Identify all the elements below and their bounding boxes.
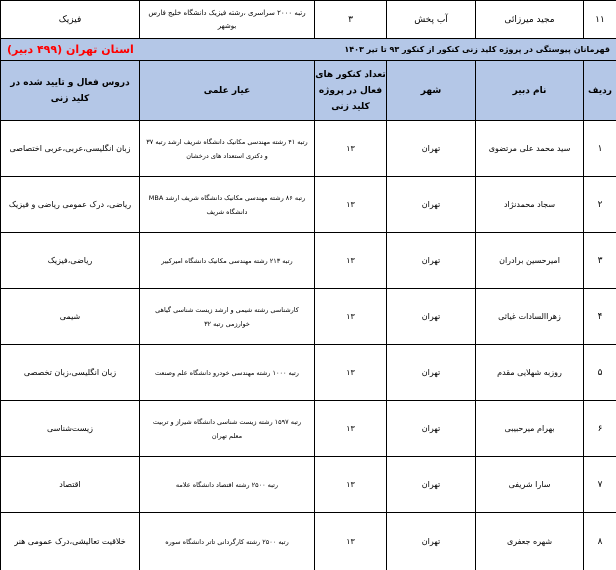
header-row <box>1 61 616 121</box>
teacher-name-cell[interactable]: امیرحسین برادران <box>476 233 584 289</box>
courses-cell[interactable]: زیست‌شناسی <box>1 401 140 457</box>
row-index-cell[interactable]: ۵ <box>584 345 616 401</box>
academic-rank-cell[interactable]: رتبه ۲۰۰۰ سراسری ،رشته فیزیک دانشگاه خلیج فارس بوشهر <box>140 1 315 39</box>
exam-count-cell[interactable]: ۱۳ <box>315 401 387 457</box>
province-label: استان تهران (۴۹۹ دبیر) <box>7 43 134 56</box>
teacher-name-cell[interactable]: مجید میرزائی <box>476 1 584 39</box>
exam-count-cell[interactable]: ۱۳ <box>315 177 387 233</box>
teacher-name-cell[interactable]: زهراالسادات غیاثی <box>476 289 584 345</box>
city-cell[interactable]: تهران <box>387 177 476 233</box>
row-index-cell[interactable]: ۴ <box>584 289 616 345</box>
header-city[interactable]: شهر <box>387 61 476 121</box>
row-index-cell[interactable]: ۱ <box>584 121 616 177</box>
header-count[interactable]: تعداد کنکور های فعال در پروژه کلید زنی <box>315 61 387 121</box>
academic-rank-cell[interactable]: رتبه ۴۱ رشته مهندسی مکانیک دانشگاه شریف ارشد رتبه ۳۷ و دکتری استعداد های درخشان <box>140 121 315 177</box>
city-cell[interactable]: تهران <box>387 289 476 345</box>
academic-rank-cell[interactable]: رتبه ۲۱۳ رشته مهندسی مکانیک دانشگاه امیرکبیر <box>140 233 315 289</box>
courses-cell[interactable]: شیمی <box>1 289 140 345</box>
table-row <box>1 289 616 345</box>
courses-cell[interactable]: فیزیک <box>1 1 140 39</box>
city-cell[interactable]: آب پخش <box>387 1 476 39</box>
row-index-cell[interactable]: ۳ <box>584 233 616 289</box>
province-banner-row <box>1 39 616 61</box>
exam-count-cell[interactable]: ۱۳ <box>315 233 387 289</box>
exam-count-cell[interactable]: ۱۳ <box>315 457 387 513</box>
academic-rank-cell[interactable]: رتبه ۸۶ رشته مهندسی مکانیک دانشگاه شریف ارشد MBA دانشگاه شریف <box>140 177 315 233</box>
table-row <box>1 401 616 457</box>
teacher-name-cell[interactable]: بهرام میرحبیبی <box>476 401 584 457</box>
row-index-cell[interactable]: ۶ <box>584 401 616 457</box>
academic-rank-cell[interactable]: رتبه ۱۰۰۰ رشته مهندسی خودرو دانشگاه علم وصنعت <box>140 345 315 401</box>
table-row <box>1 233 616 289</box>
exam-count-cell[interactable]: ۱۳ <box>315 345 387 401</box>
table-row <box>1 513 616 570</box>
city-cell[interactable]: تهران <box>387 513 476 570</box>
table-row <box>1 177 616 233</box>
row-index-cell[interactable]: ۸ <box>584 513 616 570</box>
academic-rank-cell[interactable]: رتبه ۲۵۰۰ رشته اقتصاد دانشگاه علامه <box>140 457 315 513</box>
courses-cell[interactable]: ریاضی، درک عمومی ریاضی و فیزیک <box>1 177 140 233</box>
teacher-name-cell[interactable]: سارا شریفی <box>476 457 584 513</box>
table-row <box>1 457 616 513</box>
row-index-cell[interactable]: ۲ <box>584 177 616 233</box>
teacher-name-cell[interactable]: روزبه شهلایی مقدم <box>476 345 584 401</box>
exam-count-cell[interactable]: ۳ <box>315 1 387 39</box>
city-cell[interactable]: تهران <box>387 121 476 177</box>
header-name[interactable]: نام دبیر <box>476 61 584 121</box>
city-cell[interactable]: تهران <box>387 401 476 457</box>
row-index-cell[interactable]: ۷ <box>584 457 616 513</box>
exam-count-cell[interactable]: ۱۳ <box>315 513 387 570</box>
academic-rank-cell[interactable]: رتبه ۲۵۰۰ رشته کارگردانی تاتر دانشگاه سوره <box>140 513 315 570</box>
teacher-name-cell[interactable]: سجاد محمدنژاد <box>476 177 584 233</box>
courses-cell[interactable]: زبان انگلیسی،عربی،عربی اختصاصی <box>1 121 140 177</box>
city-cell[interactable]: تهران <box>387 457 476 513</box>
table-row <box>1 345 616 401</box>
teacher-name-cell[interactable]: سید محمد علی مرتضوی <box>476 121 584 177</box>
teacher-name-cell[interactable]: شهره جعفری <box>476 513 584 570</box>
academic-rank-cell[interactable]: رتبه ۱۵۹۷ رشته زیست شناسی دانشگاه شیراز و تربیت معلم تهران <box>140 401 315 457</box>
table-row <box>1 1 616 39</box>
courses-cell[interactable]: زبان انگلیسی،زبان تخصصی <box>1 345 140 401</box>
courses-cell[interactable]: خلاقیت تعالیشی،درک عمومی هنر <box>1 513 140 570</box>
city-cell[interactable]: تهران <box>387 233 476 289</box>
province-banner-cell[interactable] <box>1 39 616 61</box>
courses-cell[interactable]: اقتصاد <box>1 457 140 513</box>
city-cell[interactable]: تهران <box>387 345 476 401</box>
table-row <box>1 121 616 177</box>
courses-cell[interactable]: ریاضی،فیزیک <box>1 233 140 289</box>
academic-rank-cell[interactable]: کارشناسی رشته شیمی و ارشد زیست شناسی گیاهی خوارزمی رتبه ۳۲ <box>140 289 315 345</box>
header-index[interactable]: ردیف <box>584 61 616 121</box>
exam-count-cell[interactable]: ۱۳ <box>315 121 387 177</box>
header-courses[interactable]: دروس فعال و تایید شده در کلید زنی <box>1 61 140 121</box>
header-rank[interactable]: عیار علمی <box>140 61 315 121</box>
exam-count-cell[interactable]: ۱۳ <box>315 289 387 345</box>
banner-title: قهرمانان پیوستگی در پروژه کلید زنی کنکور از کنکور ۹۳ تا تیر ۱۴۰۳ <box>344 45 610 54</box>
row-index-cell[interactable]: ۱۱ <box>584 1 616 39</box>
